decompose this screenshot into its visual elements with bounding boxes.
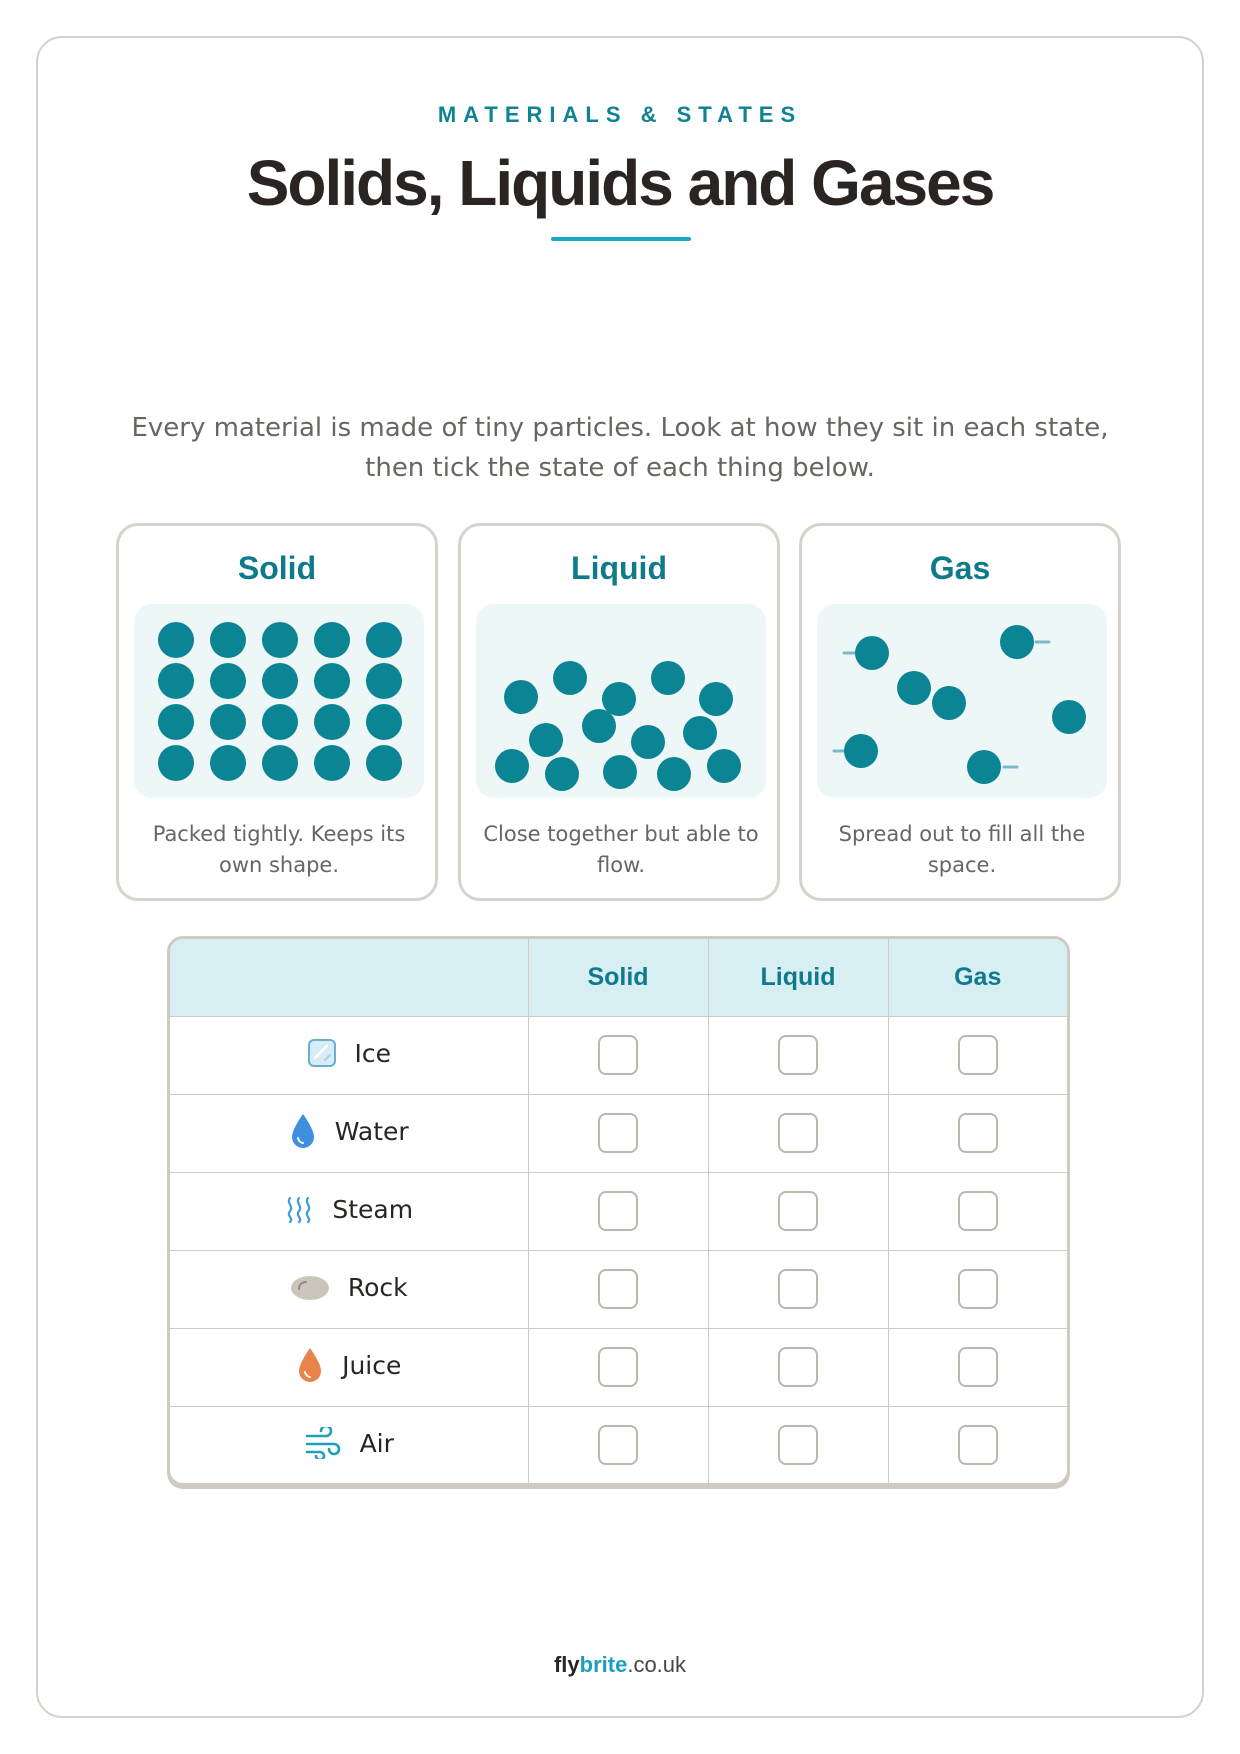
item-label-cell bbox=[290, 1273, 408, 1302]
item-label: Juice bbox=[342, 1350, 402, 1380]
footer-brand bbox=[0, 1652, 1240, 1678]
checkbox-steam-gas[interactable] bbox=[958, 1191, 998, 1231]
checkbox-juice-gas[interactable] bbox=[958, 1347, 998, 1387]
title-underline bbox=[551, 237, 691, 241]
checkbox-ice-solid[interactable] bbox=[598, 1035, 638, 1075]
item-label-cell bbox=[289, 1112, 409, 1150]
state-card-title: Gas bbox=[929, 550, 991, 586]
state-card-description: Spread out to fill all the space. bbox=[838, 822, 1086, 877]
column-header-item bbox=[170, 939, 528, 1016]
checkbox-air-liquid[interactable] bbox=[778, 1425, 818, 1465]
table-header-row bbox=[170, 939, 1067, 1016]
checkbox-air-gas[interactable] bbox=[958, 1425, 998, 1465]
checkbox-steam-solid[interactable] bbox=[598, 1191, 638, 1231]
liquid-particles-diagram bbox=[476, 604, 766, 798]
juice-drop-icon bbox=[296, 1346, 324, 1384]
checkbox-air-solid[interactable] bbox=[598, 1425, 638, 1465]
checkbox-rock-solid[interactable] bbox=[598, 1269, 638, 1309]
liquid-particles-icon bbox=[476, 604, 766, 798]
table-row-air bbox=[170, 1406, 1067, 1484]
column-header-gas: Gas bbox=[888, 939, 1067, 1016]
rock-icon bbox=[290, 1273, 330, 1301]
checkbox-juice-solid[interactable] bbox=[598, 1347, 638, 1387]
item-label: Air bbox=[359, 1428, 394, 1458]
water-drop-icon bbox=[289, 1112, 317, 1150]
column-header-solid: Solid bbox=[528, 939, 708, 1016]
checkbox-rock-gas[interactable] bbox=[958, 1269, 998, 1309]
state-card-description: Close together but able to flow. bbox=[483, 822, 759, 877]
brand-brite: brite bbox=[579, 1652, 628, 1677]
section-kicker: MATERIALS & STATES bbox=[437, 102, 803, 127]
table-row-ice bbox=[170, 1016, 1067, 1094]
item-label-cell bbox=[304, 1427, 394, 1459]
table-row-rock bbox=[170, 1250, 1067, 1328]
checkbox-ice-gas[interactable] bbox=[958, 1035, 998, 1075]
table-row-water bbox=[170, 1094, 1067, 1172]
gas-particles-icon bbox=[817, 604, 1107, 798]
checkbox-rock-liquid[interactable] bbox=[778, 1269, 818, 1309]
state-card-description: Packed tightly. Keeps its own shape. bbox=[152, 822, 406, 877]
brand-domain: .co.uk bbox=[627, 1652, 687, 1677]
checkbox-steam-liquid[interactable] bbox=[778, 1191, 818, 1231]
item-label-cell bbox=[296, 1346, 401, 1384]
state-sorting-table bbox=[167, 936, 1070, 1486]
ice-cube-icon bbox=[307, 1038, 337, 1068]
item-label: Rock bbox=[347, 1272, 408, 1302]
item-label: Water bbox=[334, 1116, 409, 1146]
state-card-title: Liquid bbox=[571, 550, 667, 586]
page-title: Solids, Liquids and Gases bbox=[246, 147, 994, 219]
checkbox-juice-liquid[interactable] bbox=[778, 1347, 818, 1387]
item-label-cell bbox=[307, 1038, 392, 1068]
checkbox-ice-liquid[interactable] bbox=[778, 1035, 818, 1075]
checkbox-water-solid[interactable] bbox=[598, 1113, 638, 1153]
checkbox-water-gas[interactable] bbox=[958, 1113, 998, 1153]
intro-text: Every material is made of tiny particles. Look at how they sit in each state, then tick the state of each thing below. bbox=[131, 413, 1109, 483]
solid-particles-diagram bbox=[134, 604, 424, 798]
gas-particles-diagram bbox=[817, 604, 1107, 798]
brand-fly: fly bbox=[553, 1652, 580, 1677]
item-label: Ice bbox=[354, 1038, 391, 1068]
item-label-cell bbox=[284, 1194, 413, 1224]
state-card-liquid bbox=[458, 523, 780, 901]
solid-particles-icon bbox=[134, 604, 424, 798]
column-header-liquid: Liquid bbox=[708, 939, 888, 1016]
state-card-solid bbox=[116, 523, 438, 901]
state-card-gas bbox=[799, 523, 1121, 901]
steam-icon bbox=[284, 1194, 314, 1224]
table-row-steam bbox=[170, 1172, 1067, 1250]
wind-icon bbox=[304, 1427, 342, 1459]
table-row-juice bbox=[170, 1328, 1067, 1406]
item-label: Steam bbox=[332, 1194, 414, 1224]
checkbox-water-liquid[interactable] bbox=[778, 1113, 818, 1153]
state-card-title: Solid bbox=[237, 550, 317, 586]
